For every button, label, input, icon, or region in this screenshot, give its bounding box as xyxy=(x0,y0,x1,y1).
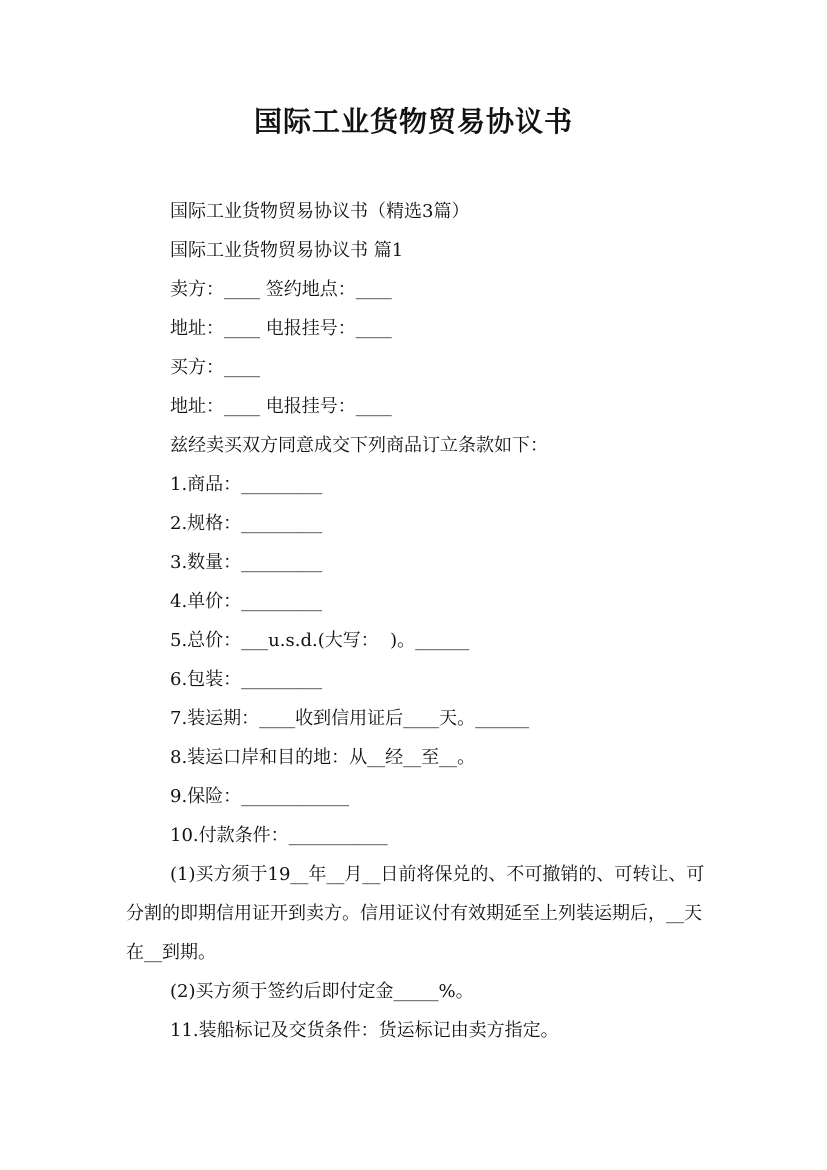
paragraph-subtitle: 国际工业货物贸易协议书（精选3篇） xyxy=(170,201,470,222)
paragraph-clause-5: 5.总价：___u.s.d.(大写： )。______ xyxy=(170,630,470,651)
document-title: 国际工业货物贸易协议书 xyxy=(253,105,573,138)
paragraph-buyer: 买方：____ xyxy=(170,357,260,378)
paragraph-part-heading: 国际工业货物贸易协议书 篇1 xyxy=(170,240,404,261)
paragraph-clause-4: 4.单价：_________ xyxy=(170,591,323,612)
paragraph-intro: 兹经卖买双方同意成交下列商品订立条款如下： xyxy=(170,435,548,456)
paragraph-clause-3: 3.数量：_________ xyxy=(170,552,323,573)
paragraph-clause-9: 9.保险：____________ xyxy=(170,786,350,807)
document-body xyxy=(126,192,716,1050)
paragraph-clause-7: 7.装运期：____收到信用证后____天。______ xyxy=(170,708,530,729)
paragraph-clause-6: 6.包装：_________ xyxy=(170,669,323,690)
paragraph-buyer-address: 地址：____ 电报挂号：____ xyxy=(170,396,392,417)
paragraph-clause-8: 8.装运口岸和目的地：从__经__至__。 xyxy=(170,747,476,768)
paragraph-clause-2: 2.规格：_________ xyxy=(170,513,323,534)
paragraph-clause-10-2: (2)买方须于签约后即付定金_____%。 xyxy=(170,981,474,1002)
paragraph-clause-10-1: (1)买方须于19__年__月__日前将保兑的、不可撤销的、可转让、可分割的即期信用证开到卖方。信用证议付有效期延至上列装运期后，__天在__到期。 xyxy=(126,864,705,963)
paragraph-clause-10: 10.付款条件：___________ xyxy=(170,825,388,846)
paragraph-clause-11: 11.装船标记及交货条件：货运标记由卖方指定。 xyxy=(170,1020,559,1041)
paragraph-seller-address: 地址：____ 电报挂号：____ xyxy=(170,318,392,339)
paragraph-seller: 卖方：____ 签约地点：____ xyxy=(170,279,392,300)
paragraph-clause-1: 1.商品：_________ xyxy=(170,474,323,495)
